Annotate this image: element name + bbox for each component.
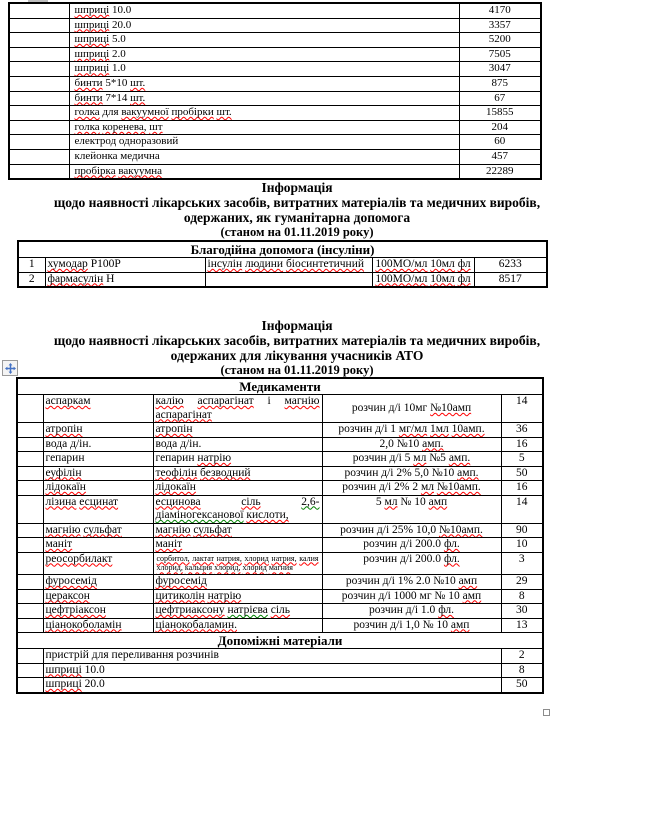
- table-row: [17, 552, 543, 575]
- item-qty-cell: 67: [459, 91, 541, 106]
- heading-line: щодо наявності лікарських засобів, витратних матеріалів та медичних виробів,: [53, 333, 541, 348]
- table-row: [17, 395, 543, 423]
- empty-cell: [17, 575, 43, 590]
- table-row: [17, 575, 543, 590]
- qty-cell: 5: [501, 452, 543, 467]
- empty-cell: [17, 552, 43, 575]
- empty-cell: [9, 47, 69, 62]
- drug-name-cell: маніт: [43, 538, 153, 553]
- empty-cell: [9, 106, 69, 121]
- table-row: [17, 589, 543, 604]
- item-qty-cell: 204: [459, 120, 541, 135]
- empty-cell: [17, 663, 43, 678]
- table-row: [17, 663, 543, 678]
- qty-cell: 16: [501, 437, 543, 452]
- qty-cell: 10: [501, 538, 543, 553]
- form-cell: 2,0 №10 амп.: [322, 437, 501, 452]
- empty-cell: [9, 149, 69, 164]
- table-row: [9, 149, 541, 164]
- ingredient-cell: фуросемід: [153, 575, 322, 590]
- ingredient-cell: інсулін людини біосинтетичний: [205, 258, 372, 273]
- item-qty-cell: 60: [459, 135, 541, 150]
- ingredient-cell: есцинова сіль 2,6-діаміногексанової кислоти,: [153, 495, 322, 523]
- heading-line: Інформація: [261, 318, 333, 333]
- form-cell: розчин д/і 2% 2 мл №10амп.: [322, 481, 501, 496]
- item-qty-cell: 3047: [459, 62, 541, 77]
- ingredient-cell: цефтриаксону натрієва сіль: [153, 604, 322, 619]
- qty-cell: 8: [501, 589, 543, 604]
- form-cell: розчин д/і 1% 2.0 №10 амп: [322, 575, 501, 590]
- form-cell: розчин д/і 1,0 № 10 амп: [322, 618, 501, 633]
- item-name-cell: голка коренева, шт: [69, 120, 459, 135]
- ingredient-cell: гепарин натрію: [153, 452, 322, 467]
- empty-cell: [17, 589, 43, 604]
- qty-cell: 14: [501, 495, 543, 523]
- heading-date-line: (станом на 01.11.2019 року): [220, 225, 374, 239]
- item-qty-cell: 3357: [459, 18, 541, 33]
- empty-cell: [17, 538, 43, 553]
- table-row: [17, 466, 543, 481]
- heading-date-line: (станом на 01.11.2019 року): [220, 363, 374, 377]
- empty-cell: [9, 120, 69, 135]
- empty-cell: [17, 423, 43, 438]
- form-cell: 100МО/мл 10мл фл: [372, 272, 474, 287]
- item-qty-cell: 875: [459, 76, 541, 91]
- item-qty-cell: 7505: [459, 47, 541, 62]
- drug-name-cell: фармасулін Н: [45, 272, 205, 287]
- item-name-cell: шприці 1.0: [69, 62, 459, 77]
- qty-cell: 14: [501, 395, 543, 423]
- item-name-cell: клейонка медична: [69, 149, 459, 164]
- empty-cell: [17, 495, 43, 523]
- form-cell: розчин д/і 2% 5,0 №10 амп.: [322, 466, 501, 481]
- row-number-cell: 2: [18, 272, 45, 287]
- empty-cell: [9, 76, 69, 91]
- ingredient-cell: калію аспарагінат і магнію аспарагінат: [153, 395, 322, 423]
- drug-name-cell: вода д/ін.: [43, 437, 153, 452]
- heading-ato-treatment: [0, 318, 594, 377]
- qty-cell: 13: [501, 618, 543, 633]
- empty-cell: [17, 618, 43, 633]
- empty-cell: [17, 452, 43, 467]
- qty-cell: 50: [501, 678, 543, 693]
- drug-name-cell: фуросемід: [43, 575, 153, 590]
- item-name-cell: пристрій для переливання розчинів: [43, 649, 501, 664]
- section-header-row: [17, 378, 543, 395]
- table-row: [9, 3, 541, 18]
- qty-cell: 36: [501, 423, 543, 438]
- item-name-cell: бинти 7*14 шт.: [69, 91, 459, 106]
- table-row: [17, 495, 543, 523]
- form-cell: розчин д/і 200.0 фл.: [322, 538, 501, 553]
- item-name-cell: шприці 5.0: [69, 33, 459, 48]
- empty-cell: [17, 437, 43, 452]
- ingredient-cell: [205, 272, 372, 287]
- item-name-cell: шприці 2.0: [69, 47, 459, 62]
- heading-line: одержаних для лікування учасників АТО: [170, 348, 424, 363]
- section-title-medicines: Медикаменти: [17, 378, 543, 395]
- table-row: [17, 423, 543, 438]
- drug-name-cell: лізина есцинат: [43, 495, 153, 523]
- form-cell: розчин д/і 1.0 фл.: [322, 604, 501, 619]
- table-row: [9, 18, 541, 33]
- item-name-cell: бинти 5*10 шт.: [69, 76, 459, 91]
- insulin-aid-table: [17, 240, 548, 288]
- empty-cell: [17, 678, 43, 693]
- drug-name-cell: еуфілін: [43, 466, 153, 481]
- empty-cell: [17, 395, 43, 423]
- qty-cell: 3: [501, 552, 543, 575]
- table-title-row: [18, 241, 547, 258]
- drug-name-cell: цераксон: [43, 589, 153, 604]
- empty-cell: [17, 481, 43, 496]
- qty-cell: 6233: [474, 258, 547, 273]
- ingredient-cell: ціанокобаламин.: [153, 618, 322, 633]
- form-cell: розчин д/і 1000 мг № 10 амп: [322, 589, 501, 604]
- item-name-cell: шприці 20.0: [43, 678, 501, 693]
- item-name-cell: пробірка вакуумна: [69, 164, 459, 179]
- empty-cell: [17, 604, 43, 619]
- table-row: [9, 135, 541, 150]
- drug-name-cell: реосорбилакт: [43, 552, 153, 575]
- empty-cell: [17, 649, 43, 664]
- table-row: [17, 649, 543, 664]
- ingredient-cell: атропін: [153, 423, 322, 438]
- form-cell: розчин д/і 1 мг/мл 1мл 10амп.: [322, 423, 501, 438]
- drug-name-cell: аспаркам: [43, 395, 153, 423]
- move-arrows-icon: [5, 363, 16, 374]
- item-name-cell: шприці 20.0: [69, 18, 459, 33]
- ingredient-cell: магнію сульфат: [153, 523, 322, 538]
- item-qty-cell: 15855: [459, 106, 541, 121]
- item-qty-cell: 5200: [459, 33, 541, 48]
- drug-name-cell: цефтріаксон: [43, 604, 153, 619]
- drug-name-cell: магнію сульфат: [43, 523, 153, 538]
- table-row: [9, 76, 541, 91]
- table-row: [17, 538, 543, 553]
- table-row: [9, 164, 541, 179]
- form-cell: розчин д/і 10мг №10амп: [322, 395, 501, 423]
- empty-cell: [17, 523, 43, 538]
- ingredient-cell: сорбитол, лактат натрия, хлорид натрия, калия хлорид, кальция хлорид, хлорид магния: [153, 552, 322, 575]
- table-title: Благодійна допомога (інсуліни): [18, 241, 547, 258]
- ingredient-cell: маніт: [153, 538, 322, 553]
- ingredient-cell: теофілін безводний: [153, 466, 322, 481]
- table-row: [17, 481, 543, 496]
- item-name-cell: шприці 10.0: [43, 663, 501, 678]
- qty-cell: 16: [501, 481, 543, 496]
- form-cell: розчин д/і 200.0 фл.: [322, 552, 501, 575]
- ingredient-cell: лідокаїн: [153, 481, 322, 496]
- empty-cell: [9, 62, 69, 77]
- table-row: [9, 33, 541, 48]
- drug-name-cell: ціанокоболамін: [43, 618, 153, 633]
- item-name-cell: голка для вакуумної пробірки шт.: [69, 106, 459, 121]
- qty-cell: 8: [501, 663, 543, 678]
- drug-name-cell: гепарин: [43, 452, 153, 467]
- table-row: [17, 618, 543, 633]
- empty-cell: [9, 91, 69, 106]
- table-row: [18, 272, 547, 287]
- table-row: [17, 604, 543, 619]
- ingredient-cell: цитиколін натрію: [153, 589, 322, 604]
- qty-cell: 50: [501, 466, 543, 481]
- humanitarian-consumables-table: [8, 2, 542, 180]
- section-title-aux: Допоміжні матеріали: [17, 633, 543, 649]
- empty-cell: [9, 33, 69, 48]
- table-row: [9, 120, 541, 135]
- drug-name-cell: хумодар Р100Р: [45, 258, 205, 273]
- section-header-row: [17, 633, 543, 649]
- item-name-cell: шприці 10.0: [69, 3, 459, 18]
- qty-cell: 90: [501, 523, 543, 538]
- table-row: [9, 91, 541, 106]
- table-row: [17, 523, 543, 538]
- heading-line: Інформація: [261, 180, 333, 195]
- qty-cell: 2: [501, 649, 543, 664]
- empty-cell: [17, 466, 43, 481]
- table-row: [17, 437, 543, 452]
- form-cell: 100МО/мл 10мл фл: [372, 258, 474, 273]
- empty-cell: [9, 3, 69, 18]
- qty-cell: 8517: [474, 272, 547, 287]
- qty-cell: 30: [501, 604, 543, 619]
- item-qty-cell: 22289: [459, 164, 541, 179]
- heading-line: щодо наявності лікарських засобів, витратних матеріалів та медичних виробів,: [53, 195, 541, 210]
- form-cell: 5 мл № 10 амп: [322, 495, 501, 523]
- table-row: [18, 258, 547, 273]
- item-name-cell: електрод одноразовий: [69, 135, 459, 150]
- empty-cell: [9, 164, 69, 179]
- form-cell: розчин д/і 5 мл №5 амп.: [322, 452, 501, 467]
- drug-name-cell: лідокаїн: [43, 481, 153, 496]
- item-qty-cell: 4170: [459, 3, 541, 18]
- table-row: [17, 452, 543, 467]
- empty-cell: [9, 18, 69, 33]
- ato-medicines-table: [16, 377, 544, 694]
- drug-name-cell: атропін: [43, 423, 153, 438]
- ingredient-cell: вода д/ін.: [153, 437, 322, 452]
- table-row: [9, 62, 541, 77]
- table-resize-handle[interactable]: [543, 709, 550, 716]
- qty-cell: 29: [501, 575, 543, 590]
- form-cell: розчин д/і 25% 10,0 №10амп.: [322, 523, 501, 538]
- table-row: [9, 106, 541, 121]
- empty-cell: [9, 135, 69, 150]
- table-move-handle[interactable]: [2, 360, 18, 376]
- table-row: [9, 47, 541, 62]
- heading-line: одержаних, як гуманітарна допомога: [183, 210, 411, 225]
- table-row: [17, 678, 543, 693]
- row-number-cell: 1: [18, 258, 45, 273]
- heading-humanitarian-aid: [0, 180, 594, 239]
- item-qty-cell: 457: [459, 149, 541, 164]
